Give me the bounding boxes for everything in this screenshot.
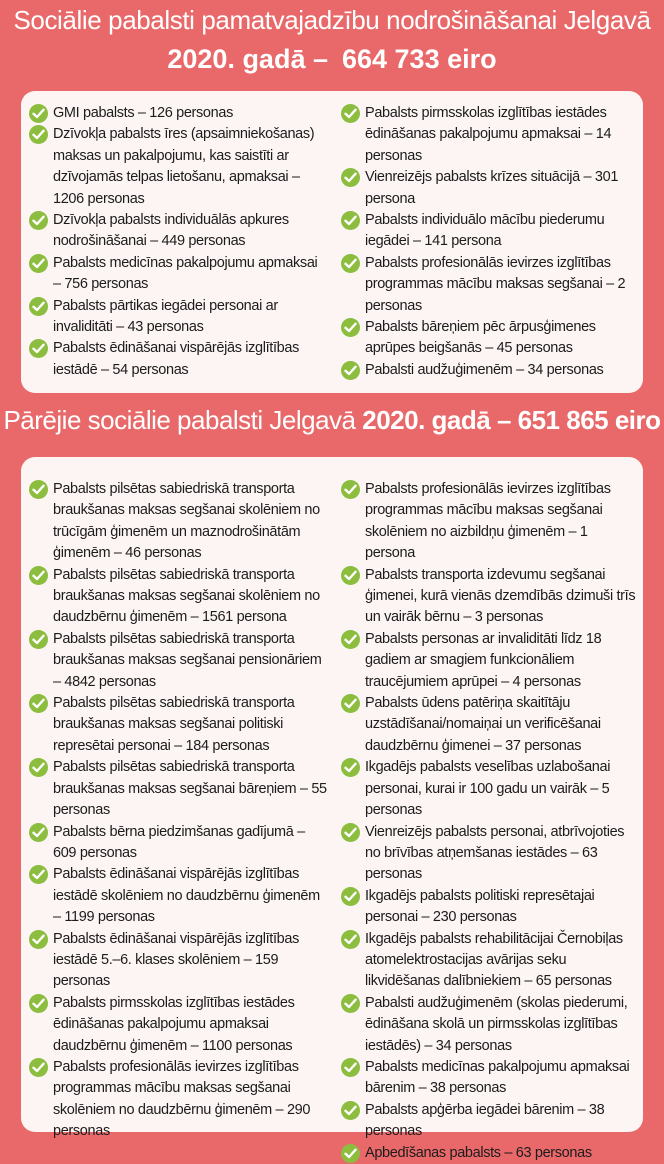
list-item-text: Pabalsts ēdināšanai vispārējās izglītības iestādē 5.–6. klases skolēniem – 159 personas	[53, 930, 299, 990]
list-item-text: Pabalsts medicīnas pakalpojumu apmaksai – 756 personas	[53, 254, 318, 293]
list-item	[29, 210, 321, 253]
section1-left-column	[29, 103, 321, 381]
list-item	[29, 1057, 331, 1143]
check-circle-icon	[341, 480, 360, 499]
check-circle-icon	[341, 104, 360, 123]
check-circle-icon	[29, 566, 48, 585]
section2-panel	[21, 457, 643, 1161]
check-circle-icon	[29, 823, 48, 842]
list-item	[341, 929, 639, 993]
list-item-text: Pabalsts pilsētas sabiedriskā transporta braukšanas maksas segšanai skolēniem no trūcīgām ģimenēm un maznodrošinātām ģimenēm – 46 personas	[53, 481, 320, 562]
list-item-text: Apbedīšanas pabalsts – 63 personas	[365, 1144, 592, 1161]
list-item	[341, 253, 639, 317]
check-circle-icon	[341, 930, 360, 949]
list-item-text: Pabalsts pilsētas sabiedriskā transporta braukšanas maksas segšanai bāreņiem – 55 personas	[53, 759, 327, 819]
list-item-text: Pabalsts personas ar invaliditāti līdz 18 gadiem ar smagiem funkcionāliem traucējumiem aprūpei – 4 personas	[365, 630, 602, 690]
check-circle-icon	[341, 1144, 360, 1163]
check-circle-icon	[29, 297, 48, 316]
list-item-text: Pabalsts transporta izdevumu segšanai ģimenei, kurā vienās dzemdībās dzimuši trīs un vairāk bērnu – 3 personas	[365, 566, 636, 626]
check-circle-icon	[341, 1101, 360, 1120]
list-item-text: Pabalsts apģērba iegādei bārenim – 38 personas	[365, 1101, 605, 1140]
section1-total	[0, 44, 664, 75]
section2-right-column	[341, 479, 639, 1164]
list-item-text: Pabalsti audžuģimenēm (skolas piederumi, ēdināšana skolā un pirmsskolas izglītības iestādēs) – 34 personas	[365, 994, 628, 1054]
list-item	[341, 1143, 639, 1164]
section1-year: 2020. gadā –	[167, 44, 328, 74]
list-item	[29, 929, 331, 993]
section2-title-text: Pārējie sociālie pabalsti Jelgavā	[3, 405, 356, 435]
section2-year-amount: 2020. gadā – 651 865 eiro	[362, 405, 661, 435]
list-item-text: Pabalsts medicīnas pakalpojumu apmaksai bārenim – 38 personas	[365, 1058, 630, 1097]
list-item-text: Pabalsts individuālo mācību piederumu iegādei – 141 persona	[365, 212, 605, 250]
check-circle-icon	[341, 168, 360, 187]
list-item-text: GMI pabalsts – 126 personas	[53, 105, 233, 121]
list-item-text: Ikgadējs pabalsts veselības uzlabošanai personai, kurai ir 100 gadu un vairāk – 5 personas	[365, 759, 611, 819]
section2-title	[0, 405, 664, 436]
check-circle-icon	[341, 887, 360, 906]
check-circle-icon	[29, 254, 48, 273]
list-item-text: Dzīvokļa pabalsts īres (apsaimniekošanas) maksas un pakalpojumu, kas saistīti ar dzīvojamās telpas lietošanu, apmaksai – 1206 personas	[53, 126, 315, 207]
check-circle-icon	[29, 630, 48, 649]
list-item-text: Pabalsts pārtikas iegādei personai ar invaliditāti – 43 personas	[53, 297, 278, 336]
list-item	[29, 296, 321, 339]
list-item	[341, 757, 639, 821]
check-circle-icon	[341, 823, 360, 842]
list-item	[341, 360, 639, 381]
check-circle-icon	[29, 1058, 48, 1077]
check-circle-icon	[341, 694, 360, 713]
check-circle-icon	[341, 361, 360, 380]
list-item	[341, 167, 639, 210]
check-circle-icon	[29, 480, 48, 499]
section2-left-column	[29, 479, 331, 1143]
check-circle-icon	[341, 566, 360, 585]
list-item-text: Pabalsts profesionālās ievirzes izglītības programmas mācību maksas segšanai skolēniem no daudzbērnu ģimenēm – 290 personas	[53, 1058, 311, 1140]
list-item-text: Pabalsts bāreņiem pēc ārpusģimenes aprūpes beigšanās – 45 personas	[365, 319, 596, 357]
list-item	[341, 1100, 639, 1143]
list-item-text: Pabalsts ūdens patēriņa skaitītāju uzstādīšanai/nomaiņai un verificēšanai daudzbērnu ģimenei – 37 personas	[365, 695, 601, 754]
check-circle-icon	[29, 865, 48, 884]
section1-title: Sociālie pabalsti pamatvajadzību nodrošināšanai Jelgavā	[13, 5, 651, 35]
check-circle-icon	[341, 254, 360, 273]
check-circle-icon	[29, 758, 48, 777]
list-item-text: Pabalsts pilsētas sabiedriskā transporta braukšanas maksas segšanai skolēniem no daudzbērnu ģimenēm – 1561 persona	[53, 566, 320, 626]
list-item	[29, 253, 321, 296]
list-item	[341, 479, 639, 565]
list-item	[341, 210, 639, 253]
list-item-text: Vienreizējs pabalsts krīzes situācijā – 301 persona	[365, 169, 619, 207]
list-item-text: Pabalsts ēdināšanai vispārējās izglītības iestādē skolēniem no daudzbērnu ģimenēm – 1199 personas	[53, 866, 320, 926]
list-item	[29, 629, 331, 693]
list-item	[29, 479, 331, 565]
list-item-text: Vienreizējs pabalsts personai, atbrīvojoties no brīvības atņemšanas iestādes – 63 personas	[365, 823, 625, 883]
list-item-text: Pabalsts pilsētas sabiedriskā transporta braukšanas maksas segšanai pensionāriem – 4842 personas	[53, 630, 322, 690]
check-circle-icon	[29, 211, 48, 230]
check-circle-icon	[29, 694, 48, 713]
list-item	[341, 693, 639, 757]
check-circle-icon	[341, 318, 360, 337]
list-item	[341, 629, 639, 693]
list-item	[29, 124, 321, 210]
list-item-text: Pabalsti audžuģimenēm – 34 personas	[365, 361, 604, 378]
list-item	[341, 993, 639, 1057]
check-circle-icon	[341, 630, 360, 649]
list-item-text: Pabalsts profesionālās ievirzes izglītības programmas mācību maksas segšanai – 2 personas	[365, 254, 626, 314]
list-item	[341, 886, 639, 929]
list-item	[341, 1057, 639, 1100]
check-circle-icon	[29, 930, 48, 949]
list-item-text: Pabalsts bērna piedzimšanas gadījumā – 609 personas	[53, 823, 305, 861]
list-item	[29, 864, 331, 928]
list-item	[29, 565, 331, 629]
check-circle-icon	[341, 758, 360, 777]
check-circle-icon	[29, 125, 48, 144]
list-item-text: Pabalsts pirmsskolas izglītības iestādes ēdināšanas pakalpojumu apmaksai – 14 personas	[365, 105, 612, 164]
list-item	[29, 993, 331, 1057]
list-item-text: Pabalsts ēdināšanai vispārējās izglītības iestādē – 54 personas	[53, 340, 299, 378]
section1-amount: 664 733 eiro	[341, 44, 497, 74]
section1-panel	[21, 91, 643, 393]
section1-right-column	[341, 103, 639, 381]
list-item-text: Pabalsts pilsētas sabiedriskā transporta braukšanas maksas segšanai politiski represētai personai – 184 personas	[53, 695, 295, 754]
list-item	[341, 822, 639, 886]
list-item-text: Pabalsts pirmsskolas izglītības iestādes ēdināšanas pakalpojumu apmaksai daudzbērnu ģimenēm – 1100 personas	[53, 994, 295, 1054]
check-circle-icon	[29, 339, 48, 358]
list-item	[341, 565, 639, 629]
list-item-text: Pabalsts profesionālās ievirzes izglītības programmas mācību maksas segšanai skolēniem no aizbildņu ģimenēm – 1 persona	[365, 481, 611, 562]
list-item-text: Dzīvokļa pabalsts individuālās apkures nodrošināšanai – 449 personas	[53, 212, 289, 250]
check-circle-icon	[341, 211, 360, 230]
check-circle-icon	[341, 994, 360, 1013]
list-item-text: Ikgadējs pabalsts politiski represētajai personai – 230 personas	[365, 887, 595, 926]
list-item	[341, 103, 639, 167]
check-circle-icon	[29, 994, 48, 1013]
check-circle-icon	[341, 1058, 360, 1077]
list-item-text: Ikgadējs pabalsts rehabilitācijai Černobiļas atomelektrostacijas avārijas seku likvidēšanas dalībniekiem – 65 personas	[365, 930, 623, 990]
list-item	[29, 338, 321, 381]
list-item	[29, 822, 331, 865]
list-item	[341, 317, 639, 360]
list-item	[29, 693, 331, 757]
check-circle-icon	[29, 104, 48, 123]
list-item	[29, 103, 321, 124]
list-item	[29, 757, 331, 821]
